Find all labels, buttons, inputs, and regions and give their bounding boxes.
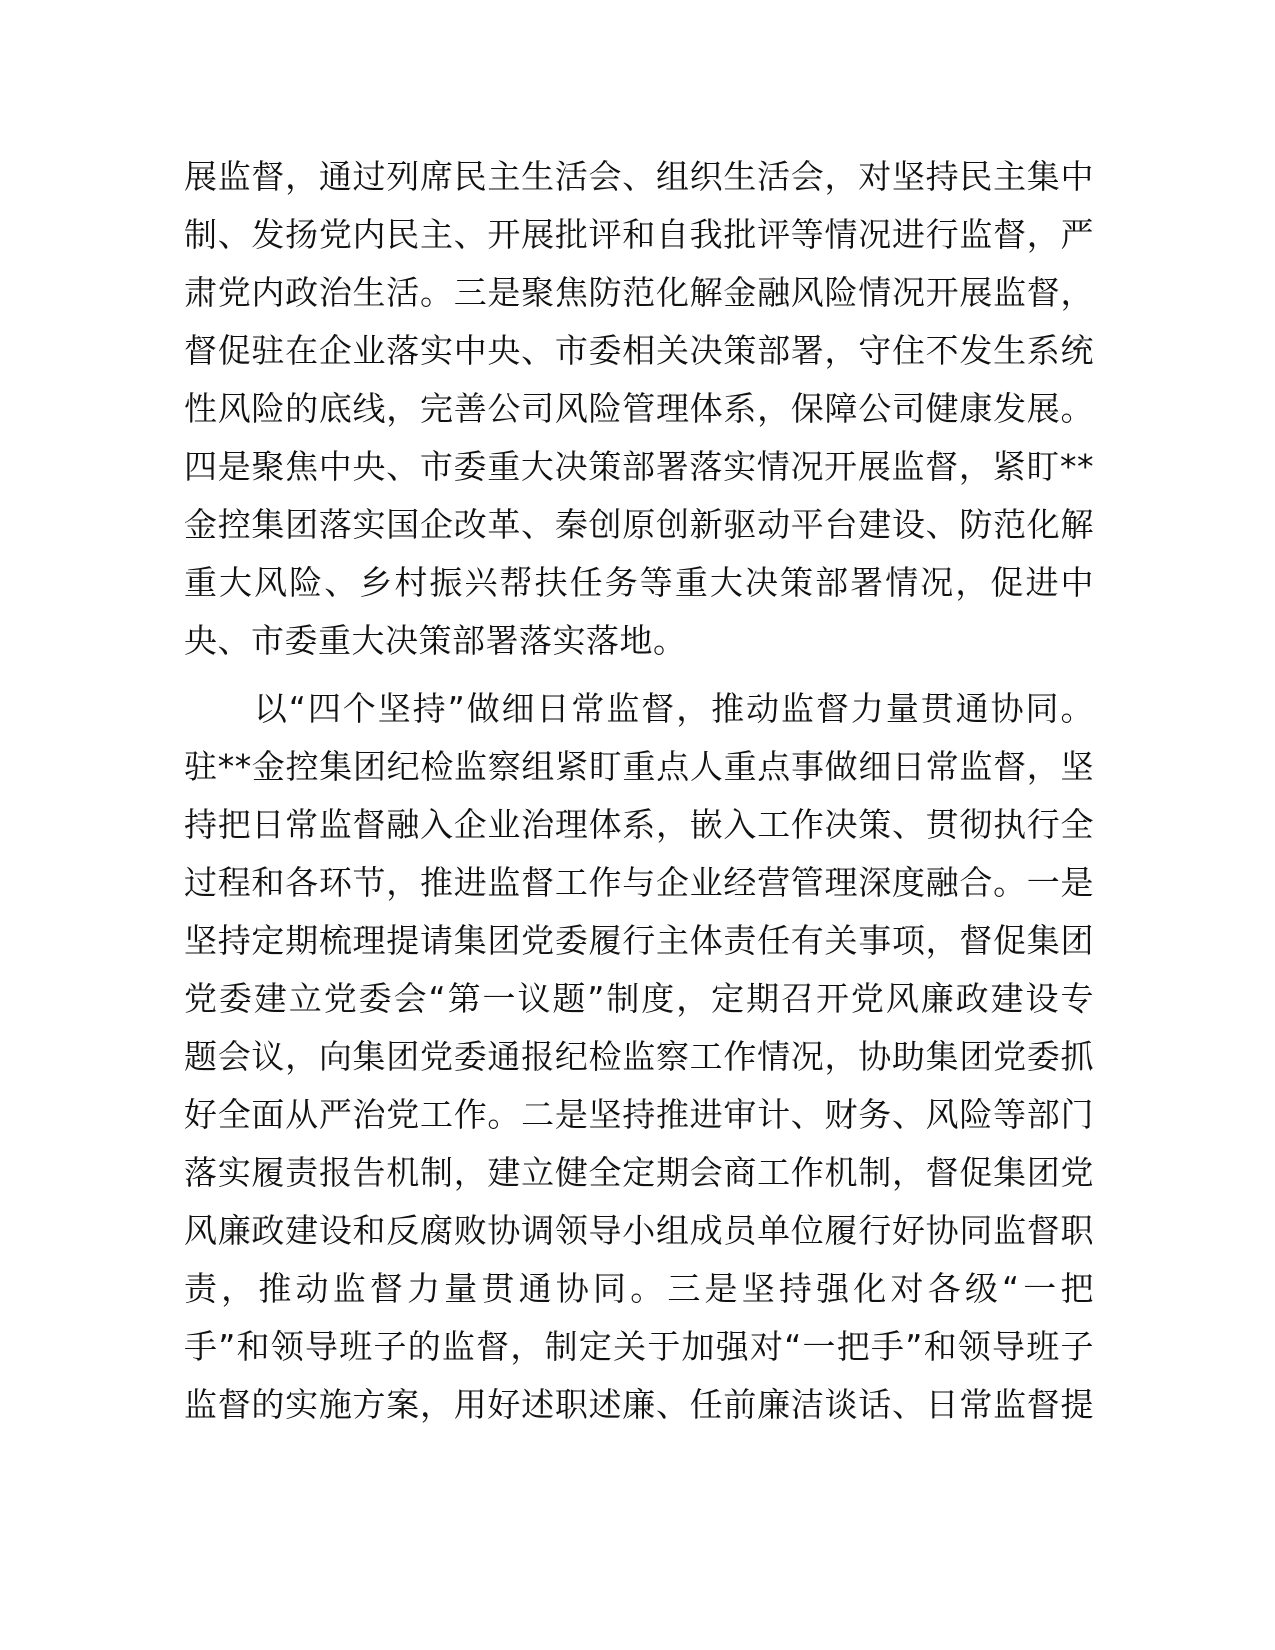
text-line: 央、市委重大决策部署落实落地。	[184, 621, 687, 660]
text-line: 落实履责报告机制，建立健全定期会商工作机制，督促集团党	[184, 1153, 1094, 1192]
text-line: 手”和领导班子的监督，制定关于加强对“一把手”和领导班子	[184, 1327, 1094, 1366]
text-line: 过程和各环节，推进监督工作与企业经营管理深度融合。一是	[184, 863, 1094, 902]
text-line: 党委建立党委会“第一议题”制度，定期召开党风廉政建设专	[184, 979, 1094, 1018]
text-line: 展监督，通过列席民主生活会、组织生活会，对坚持民主集中	[184, 157, 1094, 196]
text-line: 驻**金控集团纪检监察组紧盯重点人重点事做细日常监督，坚	[184, 747, 1094, 786]
body-text	[184, 148, 1094, 1434]
text-line: 责，推动监督力量贯通协同。三是坚持强化对各级“一把	[184, 1269, 1094, 1308]
text-line: 坚持定期梳理提请集团党委履行主体责任有关事项，督促集团	[184, 921, 1094, 960]
text-line: 好全面从严治党工作。二是坚持推进审计、财务、风险等部门	[184, 1095, 1094, 1134]
text-line: 制、发扬党内民主、开展批评和自我批评等情况进行监督，严	[184, 215, 1094, 254]
text-line: 性风险的底线，完善公司风险管理体系，保障公司健康发展。	[184, 389, 1094, 428]
text-line: 四是聚焦中央、市委重大决策部署落实情况开展监督，紧盯**	[184, 447, 1094, 486]
text-line: 金控集团落实国企改革、秦创原创新驱动平台建设、防范化解	[184, 505, 1094, 544]
text-line: 重大风险、乡村振兴帮扶任务等重大决策部署情况，促进中	[184, 563, 1094, 602]
text-line: 肃党内政治生活。三是聚焦防范化解金融风险情况开展监督，	[184, 273, 1094, 312]
paragraph-1	[184, 148, 1094, 670]
text-line: 监督的实施方案，用好述职述廉、任前廉洁谈话、日常监督提	[184, 1385, 1094, 1424]
text-line: 以“四个坚持”做细日常监督，推动监督力量贯通协同。	[184, 689, 1094, 728]
text-line: 督促驻在企业落实中央、市委相关决策部署，守住不发生系统	[184, 331, 1094, 370]
text-line: 题会议，向集团党委通报纪检监察工作情况，协助集团党委抓	[184, 1037, 1094, 1076]
paragraph-2	[184, 680, 1094, 1434]
text-line: 风廉政建设和反腐败协调领导小组成员单位履行好协同监督职	[184, 1211, 1094, 1250]
paragraph-spacer	[184, 670, 1094, 680]
text-line: 持把日常监督融入企业治理体系，嵌入工作决策、贯彻执行全	[184, 805, 1094, 844]
